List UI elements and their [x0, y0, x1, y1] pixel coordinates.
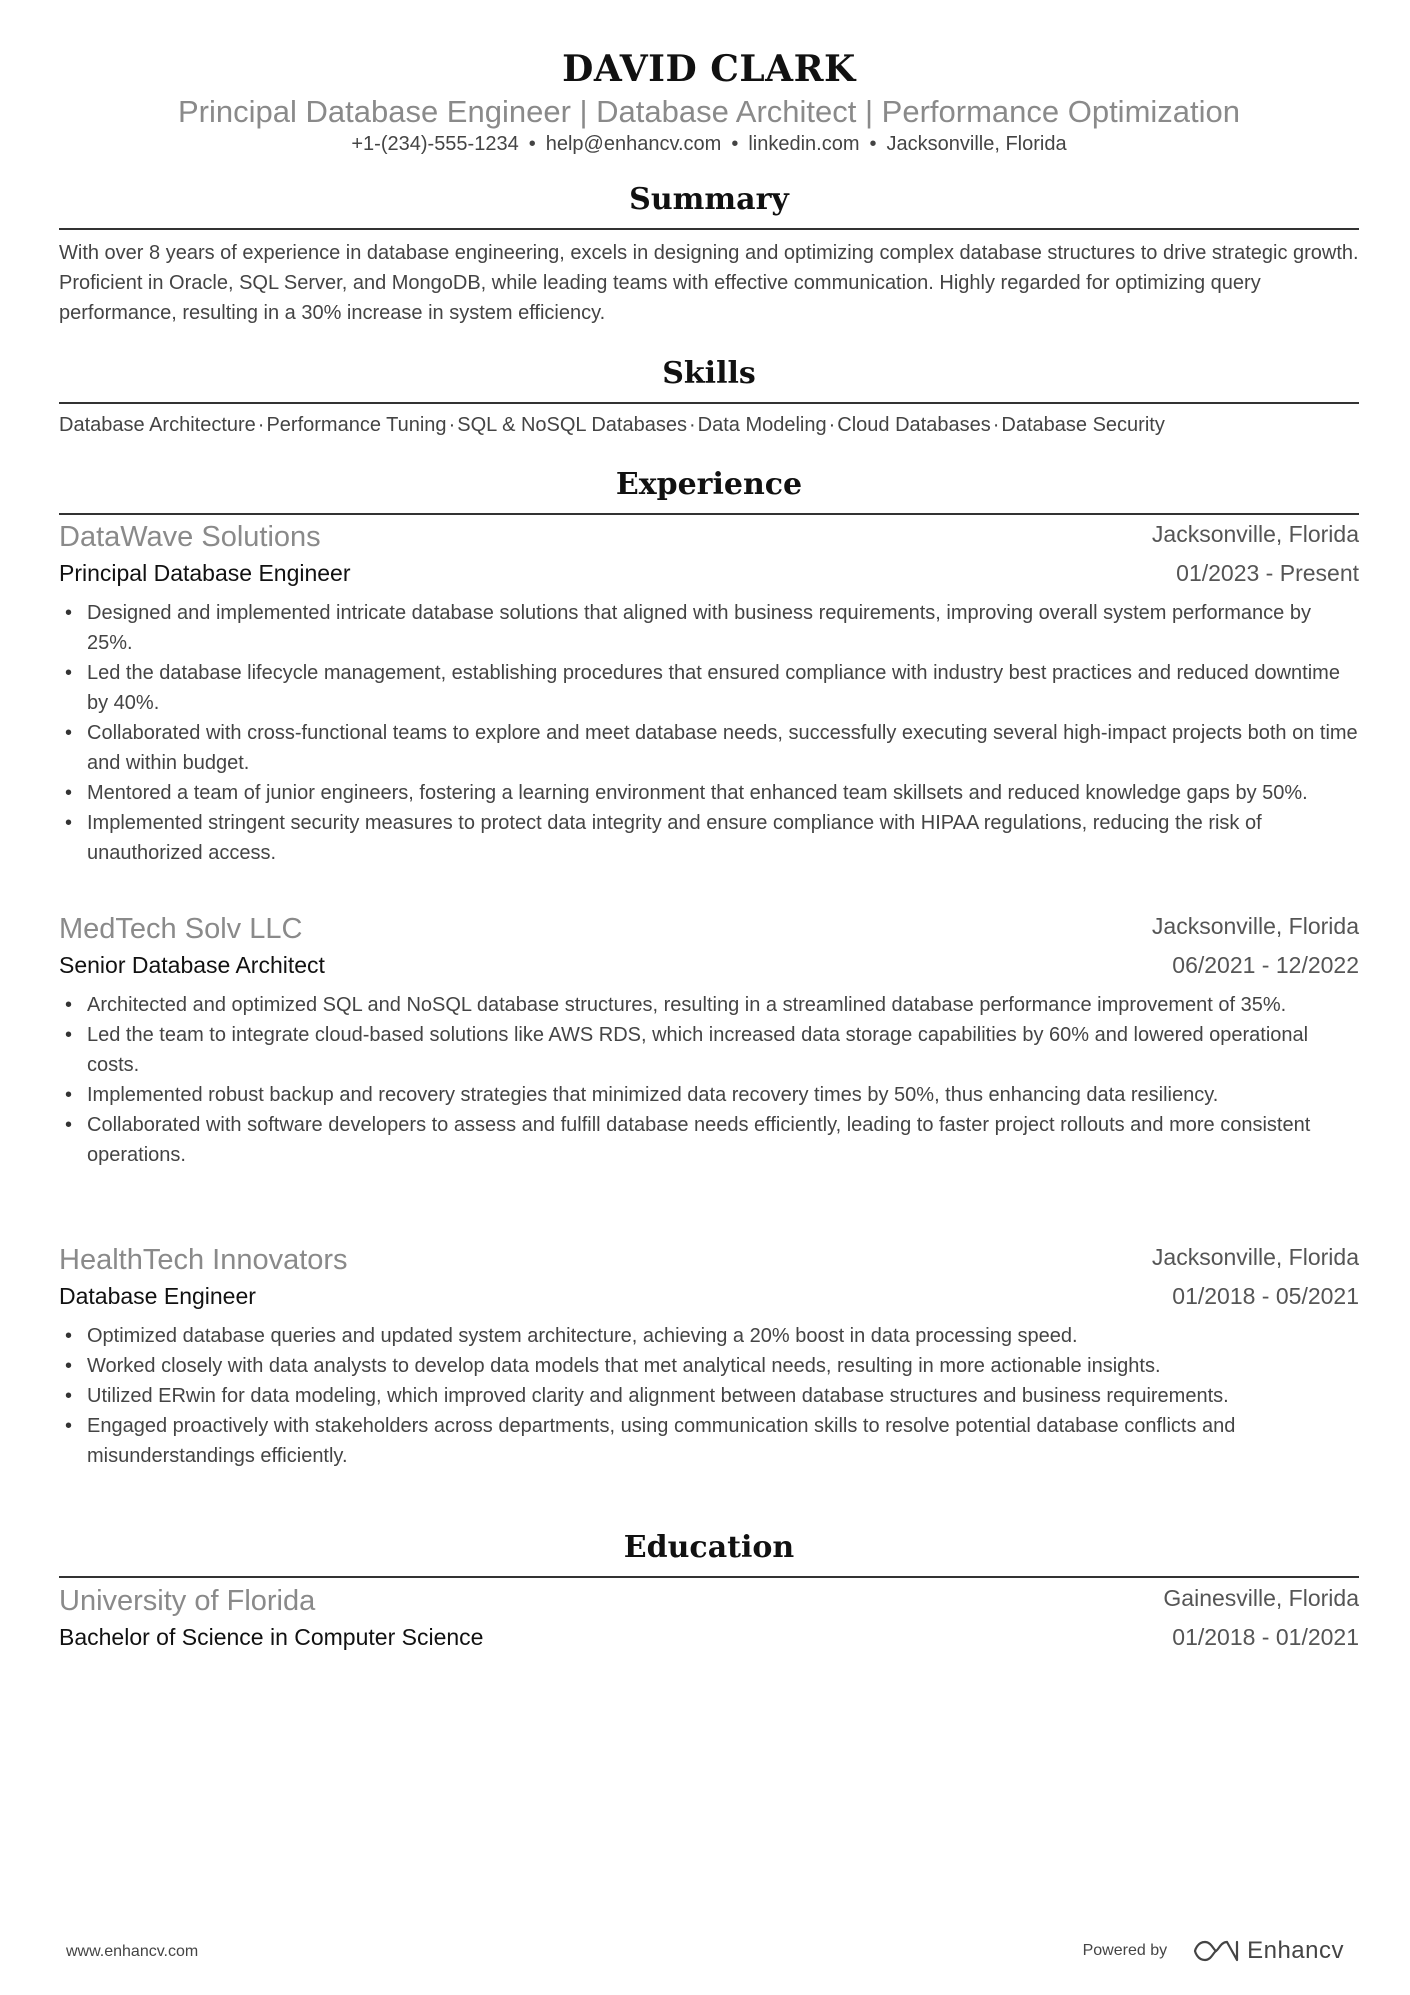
company-name: DataWave Solutions [59, 521, 321, 553]
contact-line [59, 133, 1359, 156]
section-divider [59, 1576, 1359, 1578]
list-item: • Architected and optimized SQL and NoSQL database structures, resulting in a streamlined database performance improvement of 35%. [59, 990, 1359, 1020]
footer-website[interactable]: www.enhancv.com [66, 1943, 199, 1960]
job-header [59, 1244, 1359, 1278]
brand-name: Enhancv [1247, 1937, 1344, 1964]
experience-title: Experience [615, 467, 803, 502]
job-header [59, 521, 1359, 555]
skill-item: Cloud Databases [837, 414, 991, 436]
education-degree-row [59, 1624, 1359, 1658]
job-dates: 06/2021 - 12/2022 [1172, 952, 1359, 978]
summary-title: Summary [629, 182, 789, 217]
education-header [59, 1585, 1359, 1619]
contact-linkedin: linkedin.com [748, 133, 860, 155]
education-dates: 01/2018 - 01/2021 [1172, 1624, 1359, 1650]
list-item: • Collaborated with cross-functional teams to explore and meet database needs, successfully executing several high-impact projects both on time and within budget. [59, 718, 1359, 778]
list-item: • Led the database lifecycle management, establishing procedures that ensured compliance with industry best practices and reduced downtime by 40%. [59, 658, 1359, 718]
school-location: Gainesville, Florida [1163, 1585, 1359, 1611]
section-divider [59, 228, 1359, 230]
list-item: • Utilized ERwin for data modeling, which improved clarity and alignment between database structures and business requirements. [59, 1381, 1359, 1411]
job-title: Senior Database Architect [59, 952, 325, 978]
bullet-separator: • [731, 133, 739, 155]
candidate-name: DAVID CLARK [562, 48, 856, 90]
job-role-row [59, 560, 1359, 594]
contact-location: Jacksonville, Florida [886, 133, 1067, 155]
job-bullets [59, 598, 1359, 868]
education-title: Education [623, 1530, 795, 1565]
list-item: • Implemented robust backup and recovery strategies that minimized data recovery times by 50%, thus enhancing data resiliency. [59, 1080, 1359, 1110]
contact-email: help@enhancv.com [545, 133, 722, 155]
list-item: • Optimized database queries and updated system architecture, achieving a 20% boost in data processing speed. [59, 1321, 1359, 1351]
job-location: Jacksonville, Florida [1151, 521, 1359, 547]
skill-item: Database Architecture [59, 414, 256, 436]
job-title: Database Engineer [59, 1283, 256, 1309]
company-name: HealthTech Innovators [59, 1244, 348, 1276]
skill-item: Database Security [1001, 414, 1165, 436]
job-location: Jacksonville, Florida [1151, 913, 1359, 939]
job-header [59, 913, 1359, 947]
powered-by-label: Powered by [1082, 1942, 1168, 1959]
list-item: • Collaborated with software developers to assess and fulfill database needs efficiently, leading to faster project rollouts and more consistent operations. [59, 1110, 1359, 1170]
job-role-row [59, 1283, 1359, 1317]
job-bullets [59, 1321, 1359, 1471]
job-title: Principal Database Engineer [59, 560, 351, 586]
candidate-headline: Principal Database Engineer | Database Architect | Performance Optimization [177, 94, 1241, 129]
list-item: • Worked closely with data analysts to develop data models that met analytical needs, resulting in more actionable insights. [59, 1351, 1359, 1381]
list-item: • Mentored a team of junior engineers, fostering a learning environment that enhanced team skillsets and reduced knowledge gaps by 50%. [59, 778, 1359, 808]
degree-name: Bachelor of Science in Computer Science [59, 1624, 484, 1650]
school-name: University of Florida [59, 1585, 316, 1617]
list-item: • Led the team to integrate cloud-based solutions like AWS RDS, which increased data storage capabilities by 60% and lowered operational costs. [59, 1020, 1359, 1080]
bullet-separator: • [869, 133, 877, 155]
footer-branding [1083, 1935, 1344, 1967]
job-location: Jacksonville, Florida [1151, 1244, 1359, 1270]
skill-item: Performance Tuning [266, 414, 447, 436]
skill-item: SQL & NoSQL Databases [457, 414, 687, 436]
section-divider [59, 402, 1359, 404]
summary-text: With over 8 years of experience in database engineering, excels in designing and optimizing complex database structures to drive strategic growth. Proficient in Oracle, SQL Server, and MongoDB, while leading teams with effective communication. Highly regarded for optimizing query performance, resulting in a 30% increase in system efficiency. [59, 242, 1359, 324]
job-role-row [59, 952, 1359, 986]
section-divider [59, 513, 1359, 515]
job-dates: 01/2023 - Present [1176, 560, 1359, 586]
list-item: • Designed and implemented intricate database solutions that aligned with business requirements, improving overall system performance by 25%. [59, 598, 1359, 658]
job-bullets [59, 990, 1359, 1170]
company-name: MedTech Solv LLC [59, 913, 303, 945]
enhancv-logo-icon [1193, 1938, 1239, 1964]
contact-phone: +1-(234)-555-1234 [351, 133, 519, 155]
bullet-separator: • [528, 133, 536, 155]
list-item: • Implemented stringent security measures to protect data integrity and ensure compliance with HIPAA regulations, reducing the risk of unauthorized access. [59, 808, 1359, 868]
skills-title: Skills [662, 356, 756, 391]
skills-list: Database Architecture · Performance Tuning · SQL & NoSQL Databases · Data Modeling · Cloud Databases · Database Security [59, 414, 1165, 436]
list-item: • Engaged proactively with stakeholders across departments, using communication skills to resolve potential database conflicts and misunderstandings efficiently. [59, 1411, 1359, 1471]
skill-item: Data Modeling [697, 414, 827, 436]
job-dates: 01/2018 - 05/2021 [1172, 1283, 1359, 1309]
